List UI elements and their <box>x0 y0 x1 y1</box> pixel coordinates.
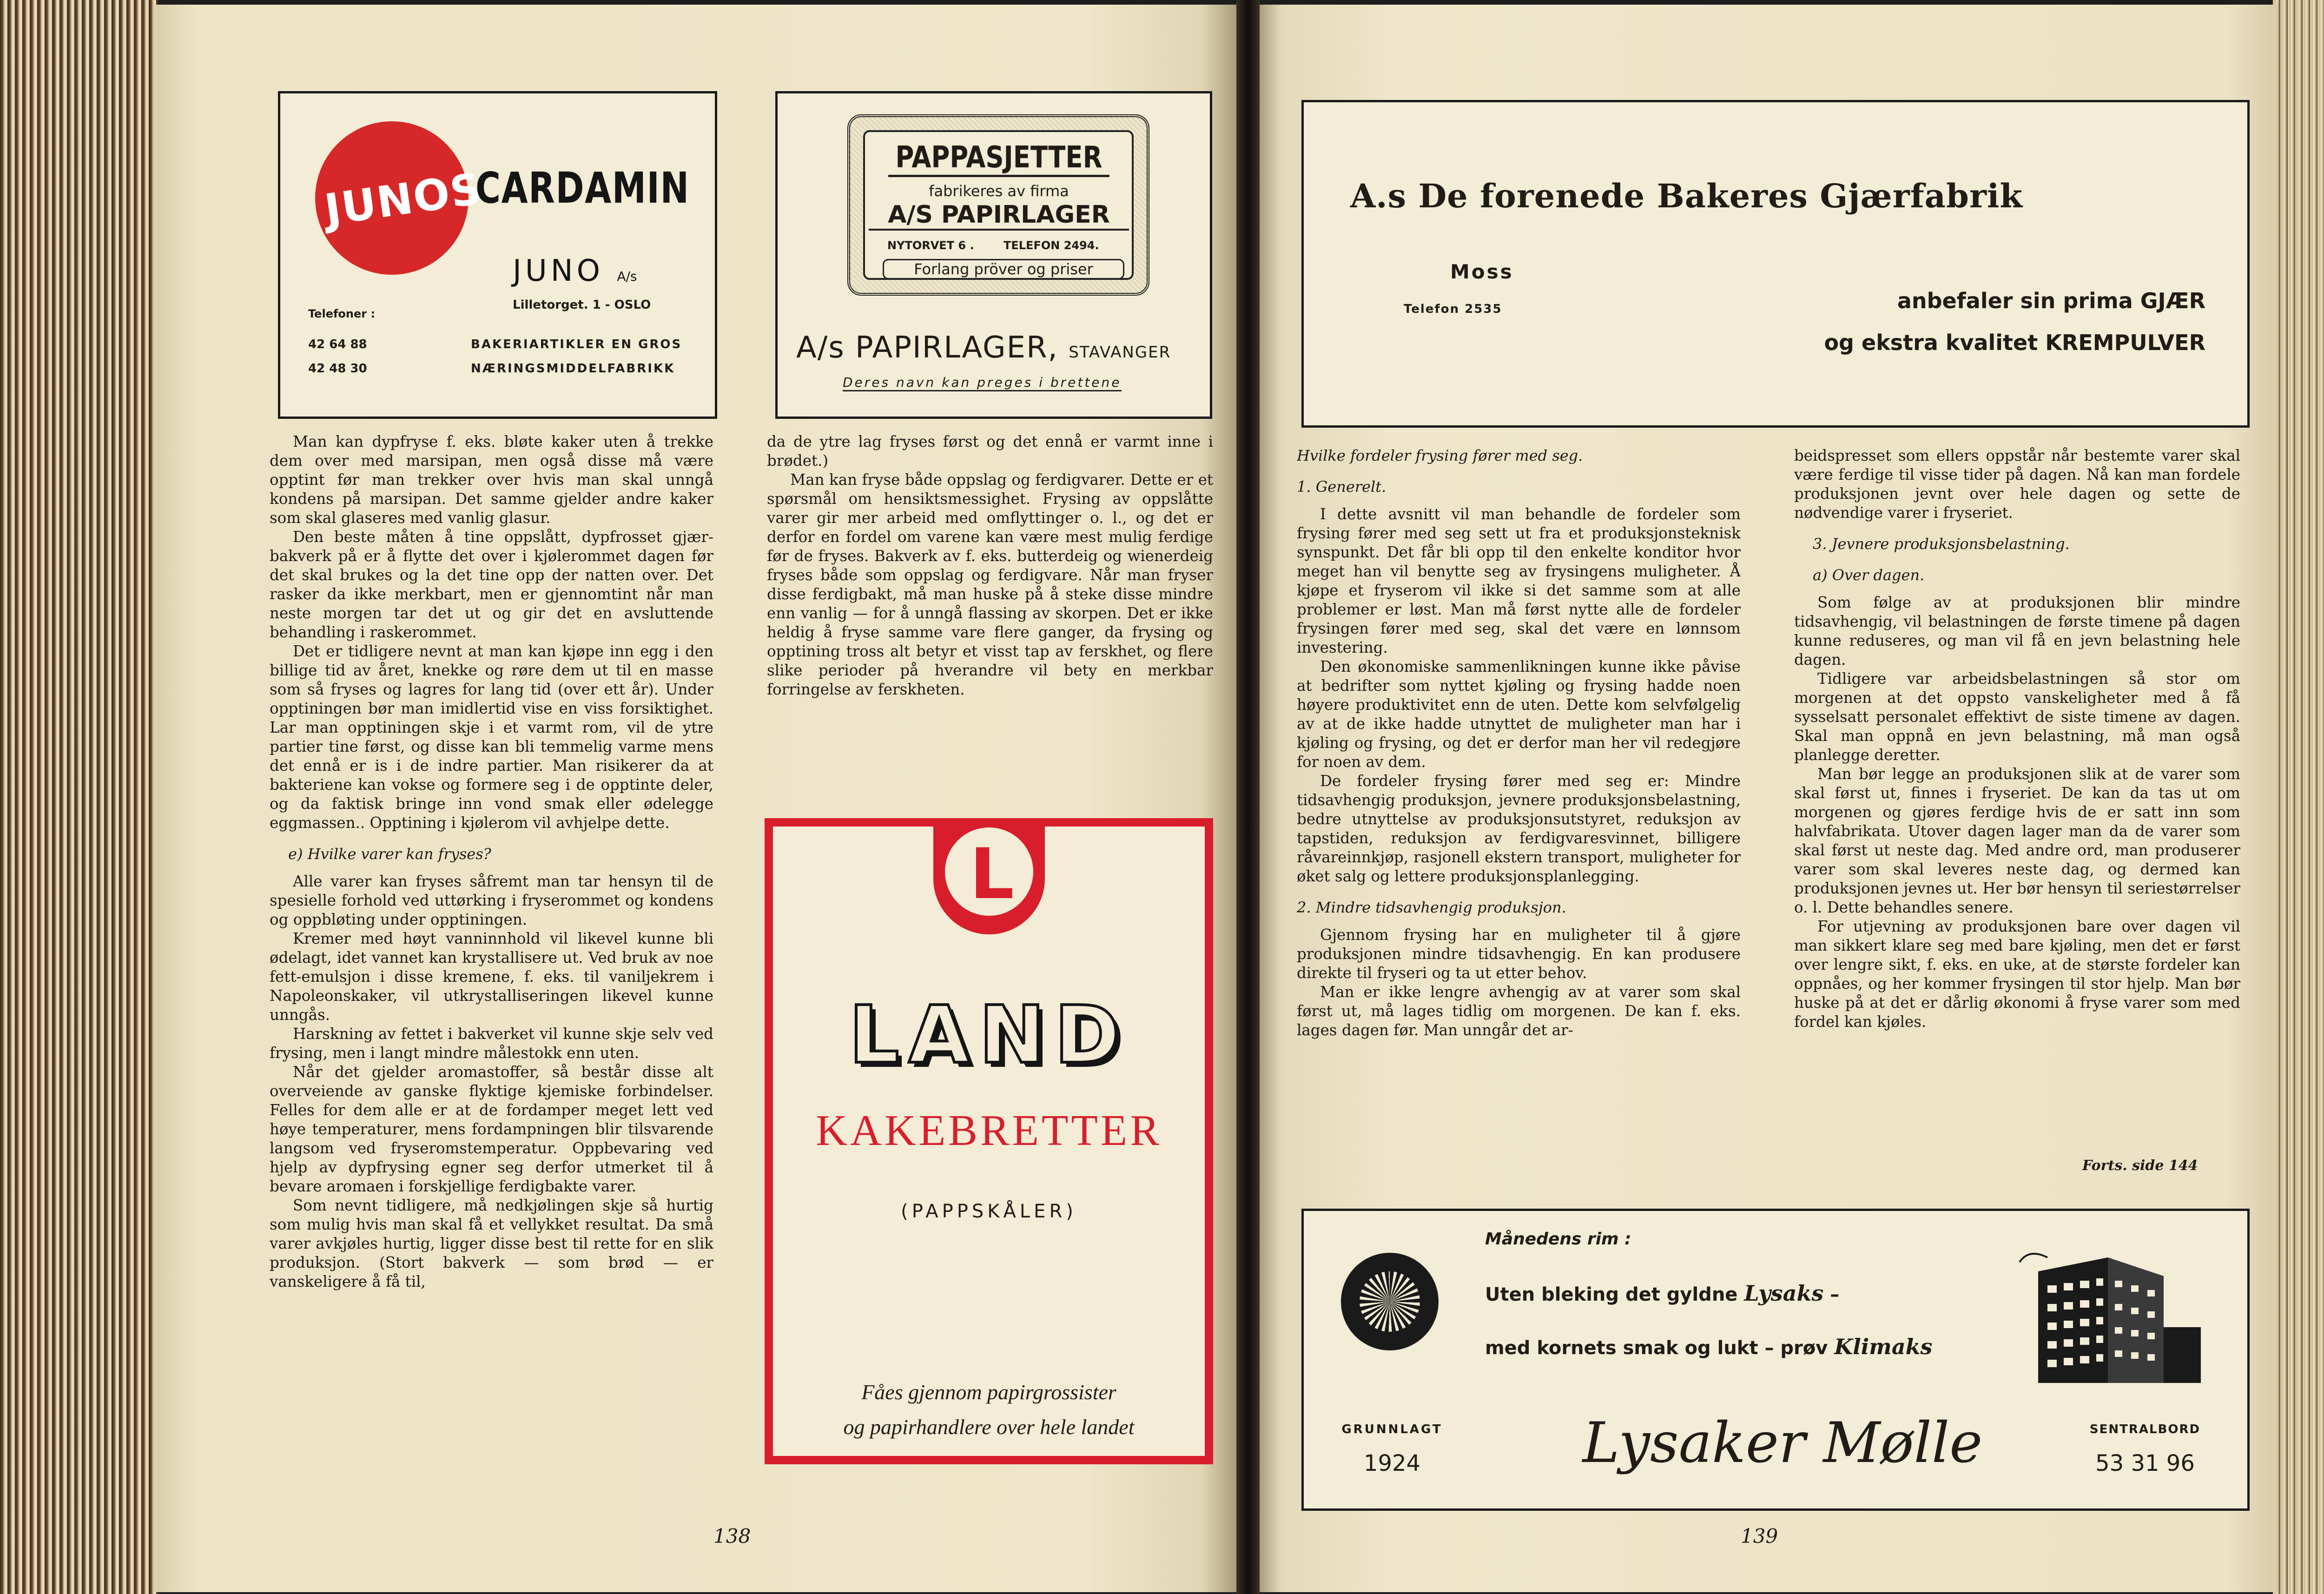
land-logo-inner <box>945 827 1033 916</box>
section-heading: 2. Mindre tidsavhengig produksjon. <box>1297 899 1566 916</box>
paragraph: Som nevnt tidligere, må nedkjølingen skje så hurtig som mulig hvis man skal få et vellykket resultat. Da små varer avkjøles hurtig, ligger disse best til rette for en slik produksjon. (Stort bakverk — som brød — er vanskeligere å få til, <box>270 1197 713 1290</box>
footer-firm: A/s PAPIRLAGER, <box>796 331 1058 365</box>
rhyme-2-text: med kornets smak og lukt – prøv <box>1485 1337 1828 1359</box>
section-heading: e) Hvilke varer kan fryses? <box>288 845 491 863</box>
juno-cardamin-ad <box>278 91 717 419</box>
paragraph: Man kan fryse både oppslag og ferdigvarer. Dette er et spørsmål om hensiktsmessighet. Frysing av oppslåtte varer gir mer arbeid med omflyttinger o. l., og det er derfor en fordel om varene kan være mest mulig ferdige før de fryses. Bakverk av f. eks. butterdeig og wienerdeig fryses både som oppslag og ferdigvare. Når man fryser disse ferdigbakt, må man huske på å steke disse mindre enn vanlig — for å unngå flassing av skorpen. Det er ikke heldig å fryse samme vare flere ganger, da frysing og opptining tross alt betyr et visst tap av ferskhet, og flere slike perioder på hverandre vil bety en merkbar forringelse av ferskheten. <box>767 471 1213 698</box>
paragraph: I dette avsnitt vil man behandle de fordeler som frysing fører med seg sett ut fra et produksjonsteknisk synspunkt. Det får bli opp til den enkelte konditor hvor meget han vil benytte seg av frysingens muligheter. Å kjøpe et fryserom vil ikke si det samme som at alle problemer er løst. Man må først nytte alle de fordeler frysingen fører med seg, skal det være en lønnsom investering. <box>1297 505 1741 656</box>
juno-logo-text: JUNOS <box>321 164 485 235</box>
page-number-left: 138 <box>713 1525 751 1548</box>
page-number-right: 139 <box>1741 1525 1778 1548</box>
mill-wheel-icon <box>1341 1253 1439 1350</box>
gjaer-line-2: og ekstra kvalitet KREMPULVER <box>1824 330 2205 355</box>
left-page-column-2 <box>767 432 1213 786</box>
tray-made-by: fabrikeres av firma <box>929 182 1069 200</box>
pappasjetter-ad <box>775 91 1212 419</box>
paragraph: De fordeler frysing fører med seg er: Mindre tidsavhengig produksjon, jevnere produksjonsbelastning, bedre utnyttelse av produksjonsutstyret, reduksjon av tapstiden, reduksjon av ferdigvaresvinnet, billigere råvareinnkjøp, rasjonell ekstern transport, muligheter for øket salg og lettere produksjonsplanlegging. <box>1297 772 1741 885</box>
gjaerfabrik-ad <box>1301 100 2250 428</box>
tagline: Deres navn kan preges i brettene <box>843 375 1122 391</box>
tray-request: Forlang pröver og priser <box>883 259 1124 279</box>
land-kakebretter-ad <box>765 818 1213 1464</box>
paragraph: Det er tidligere nevnt at man kan kjøpe inn egg i den billige tid av året, knekke og røre dem ut til en masse som så fryses og lagres for lang tid (over ett år). Under opptiningen bør man imidlertid vise en viss forsiktighet. Lar man opptiningen skje i et varmt rom, vil de ytre partier tine først, og disse kan bli temmelig varme mens det ennå er is i de indre partier. Man risikerer da at bakteriene kan vokse og formere seg i de opptinte deler, og da faktisk bringe inn vond smak eller ødelegge eggmassen.. Opptining i kjølerom vil avhjelpe dette. <box>270 642 713 832</box>
rhyme-heading: Månedens rim : <box>1485 1230 1631 1249</box>
product-name: CARDAMIN <box>475 163 690 213</box>
sub-heading: a) Over dagen. <box>1813 566 1925 584</box>
paragraph: Alle varer kan fryses såfremt man tar hensyn til de spesielle forhold ved uttørking i fryserommet og kondens og oppbløting under opptiningen. <box>270 873 713 928</box>
land-brand: LAND <box>849 989 1129 1081</box>
paragraph: Den beste måten å tine oppslått, dypfrosset gjær-bakverk på er å flytte det over i kjølerommet dagen før det skal brukes og la det tine opp der natten over. Det rasker da ikke merkbart, men er gjennomtint når man neste morgen tar det ut og gir det en avsluttende behandling i raskerommet. <box>270 528 713 641</box>
rhyme-line-1 <box>1485 1281 1839 1306</box>
line-naeringsmiddelfabrikk: NÆRINGSMIDDELFABRIKK <box>471 362 675 376</box>
brand-lysaks: Lysaks <box>1744 1281 1824 1306</box>
mill-building-svg <box>2010 1243 2205 1388</box>
article-title: Hvilke fordeler frysing fører med seg. <box>1297 447 1583 464</box>
left-page-column-1 <box>270 432 713 1511</box>
book-edge-left <box>0 0 158 1594</box>
paragraph: da de ytre lag fryses først og det ennå er varmt inne i brødet.) <box>767 433 1213 470</box>
mill-wheel-hub <box>1360 1271 1420 1332</box>
right-page-column-2 <box>1794 446 2240 1157</box>
land-logo <box>933 818 1045 934</box>
gjaer-city: Moss <box>1450 260 1514 283</box>
land-sub: (PAPPSKÅLER) <box>901 1201 1077 1222</box>
book-gutter <box>1236 0 1260 1594</box>
company-name-text: JUNO <box>513 254 604 288</box>
paragraph: For utjevning av produksjonen bare over dagen vil man sikkert klare seg med bare kjøling, men det er først over lengre sikt, f. eks. en uke, at de største fordeler kan oppnåes, og her kommer frysingen til stor hjelp. Man bør huske på at det er dårlig økonomi å fryse varer som med fordel kan kjøles. <box>1794 918 2240 1031</box>
company-name <box>513 254 637 288</box>
gjaer-line-1: anbefaler sin prima GJÆR <box>1897 288 2205 313</box>
paragraph: Den økonomiske sammenlikningen kunne ikke påvise at bedrifter som nyttet kjøling og frysing hadde noen høyere produktivitet enn de uten. Dette kom selvfølgelig av at de ikke hadde utnyttet de muligheter man har i kjøling og frysing, og det er derfor man her vil redegjøre for noen av dem. <box>1297 658 1741 771</box>
tray-title: PAPPASJETTER <box>888 140 1109 177</box>
rhyme-1-dash: – <box>1830 1284 1840 1305</box>
rhyme-line-2 <box>1485 1334 1932 1359</box>
paragraph: Man bør legge an produksjonen slik at de varer som skal først ut, finnes i fryseriet. De kan da tas ut om morgenen og gjøres ferdige hvis de er satt inn som halvfabrikata. Utover dagen lager man da de varer som skal først ut neste dag. Med andre ord, man produserer varer som skal leveres neste dag, og dermed kan produksjonen jevnes ut. Her bør hensyn til seriestørrelser o. l. Dette behandles senere. <box>1794 765 2240 916</box>
phone-label: Telefoner : <box>308 307 376 320</box>
phone-2: 42 48 30 <box>308 362 367 376</box>
section-heading: 1. Generelt. <box>1297 478 1386 496</box>
continued-note: Forts. side 144 <box>2082 1157 2198 1174</box>
tray-firm: A/S PAPIRLAGER <box>869 201 1129 231</box>
founded-year: 1924 <box>1363 1450 1421 1476</box>
lysaker-molle-ad <box>1301 1209 2250 1511</box>
footer-firm-line <box>796 331 1171 365</box>
brand-klimaks: Klimaks <box>1834 1334 1933 1359</box>
land-product: KAKEBRETTER <box>816 1106 1162 1155</box>
paragraph: Man kan dypfryse f. eks. bløte kaker uten å trekke dem over med marsipan, men også disse må være opptint før man trekker over hvis man skal unngå kondens på marsipan. Det samme gjelder andre kaker som skal glaseres med vanlig glasur. <box>270 433 713 527</box>
book-edge-right <box>2273 0 2324 1594</box>
company-suffix: A/s <box>617 269 637 284</box>
paragraph: Gjennom frysing har en muligheter til å gjøre produksjonen mindre tidsavhengig. En kan produsere direkte til fryseri og ta ut etter behov. <box>1297 926 1741 982</box>
founded-label: GRUNNLAGT <box>1341 1422 1443 1436</box>
land-line-1: Fåes gjennom papirgrossister <box>861 1380 1116 1404</box>
paragraph: Som følge av at produksjonen blir mindre tidsavhengig, vil belastningen de første timene på dagen kunne reduseres, og man vil få en jevn belastning hele dagen. <box>1794 594 2240 668</box>
land-logo-letter: L <box>970 834 1014 915</box>
land-line-2: og papirhandlere over hele landet <box>843 1415 1135 1439</box>
mill-name: Lysaker Mølle <box>1582 1411 1983 1475</box>
juno-logo <box>315 121 485 275</box>
paragraph: Når det gjelder aromastoffer, så består disse alt overveiende av ganske flyktige kjemiske forbindelser. Felles for dem alle er at de fordamper meget lett ved høye temperaturer, mens fordampningen blir tilsvarende langsom ved fryseromstemperatur. Oppbevaring ved hjelp av dypfrysing egner seg derfor utmerket til å bevare aromaen i forskjellige ferdigbakte varer. <box>270 1063 713 1195</box>
rhyme-1-text: Uten bleking det gyldne <box>1485 1284 1738 1305</box>
tray-illustration <box>847 114 1149 296</box>
mill-building-icon <box>2010 1243 2205 1388</box>
paragraph: Harskning av fettet i bakverket vil kunne skje selv ved frysing, men i langt mindre målestokk enn uten. <box>270 1025 713 1062</box>
tray-street: NYTORVET 6 . <box>887 239 974 252</box>
gjaer-company: A.s De forenede Bakeres Gjærfabrik <box>1350 177 2023 215</box>
phone-1: 42 64 88 <box>308 337 367 351</box>
tray-phone: TELEFON 2494. <box>1004 239 1099 252</box>
gjaer-phone: Telefon 2535 <box>1404 302 1502 316</box>
address: Lilletorget. 1 - OSLO <box>513 298 651 312</box>
paragraph: Tidligere var arbeidsbelastningen så stor om morgenen at det oppsto vanskeligheter med å få sysselsatt personalet effektivt de siste timene av dagen. Skal man oppnå en jevn belastning, må man også planlegge deretter. <box>1794 670 2240 764</box>
paragraph: Man er ikke lengre avhengig av at varer som skal først ut, må lages tidlig om morgenen. De kan f. eks. lages dagen før. Man unngår det ar- <box>1297 983 1741 1039</box>
right-page-column-1 <box>1297 446 1741 1190</box>
section-heading: 3. Jevnere produksjonsbelastning. <box>1813 535 2070 553</box>
switchboard-number: 53 31 96 <box>2095 1450 2195 1476</box>
line-bakeriartikler: BAKERIARTIKLER EN GROS <box>471 337 682 351</box>
footer-city: STAVANGER <box>1069 343 1171 362</box>
switchboard-label: SENTRALBORD <box>2089 1422 2201 1436</box>
paragraph: Kremer med høyt vanninnhold vil likevel kunne bli ødelagt, idet vannet kan krystallisere ut. Ved bruk av noe fett-emulsjon i disse kremene, f. eks. til vaniljekrem i Napoleonskaker, vil utkrystalliseringen likevel kunne unngås. <box>270 930 713 1024</box>
paragraph: beidspresset som ellers oppstår når bestemte varer skal være ferdige til visse tider på dagen. Nå kan man fordele produksjonen jevnt over hele dagen og sette de nødvendige varer i fryseriet. <box>1794 447 2240 522</box>
